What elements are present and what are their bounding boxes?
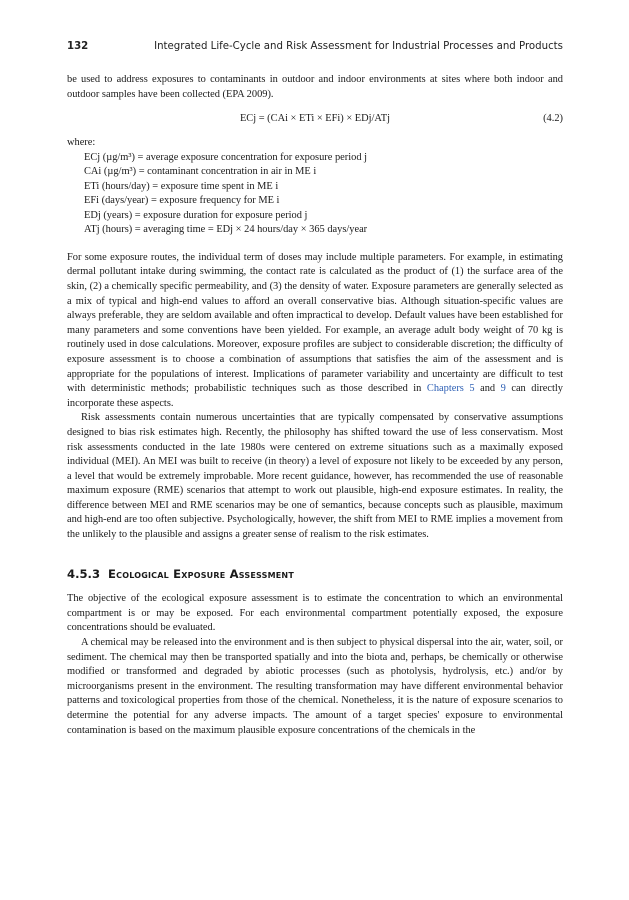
variable-definitions [84,151,563,238]
page-number: 132 [67,41,89,52]
definition-eti: ETi (hours/day) = exposure time spent in ME i [84,180,279,192]
equation-4-2 [67,112,563,127]
where-label: where: [67,137,96,149]
section-number: 4.5.3 [67,566,101,581]
definition-cai: CAi (µg/m³) = contaminant concentration in air in ME i [84,166,317,178]
paragraph-text: For some exposure routes, the individual term of doses may include multiple parameters. For example, in estimating dermal pollutant intake during swimming, the contact rate is calculated as the product of (1) the surface area of the skin, (2) a chemically specific permeability, and (3) the density of water. Exposure parameters are generally selected as a mix of typical and high-end values to afford an overall conservative bias. Although situation-specific values are always preferable, they are seldom available and often impractical to develop. Default values have been established for many parameters and some conventions have been yielded. For example, an average adult body weight of 70 kg is routinely used in dose calculations. Moreover, exposure profiles are subject to considerable discretion; the difficulty of exposure assessment is to choose a combination of assumptions that satisfies the aim of the assessment and is appropriate for the populations of interest. Implications of parameter variability and uncertainty are difficult to test with deterministic methods; probabilistic techniques such as those described in [67,251,563,395]
paragraph-text: and [474,383,501,395]
paragraph-text: can directly incorporate these aspects. [67,383,564,409]
paragraph-ecological-objective: The objective of the ecological exposure assessment is to estimate the concentration to which an environmental compartment is or may be exposed. For each environmental compartment potentially exposed, the exposure concentrations should be evaluated. [67,593,563,634]
section-heading [67,567,563,582]
running-title: Integrated Life-Cycle and Risk Assessment for Industrial Processes and Products [154,41,563,52]
definition-atj: ATj (hours) = averaging time = EDj × 24 hours/day × 365 days/year [84,224,368,236]
definition-ecj: ECj (µg/m³) = average exposure concentration for exposure period j [84,151,367,163]
section-title: Ecological Exposure Assessment [108,566,294,581]
page-header [67,40,563,56]
page-body [67,73,563,738]
chapter-9-link[interactable]: 9 [500,383,506,395]
paragraph-risk-assessment: Risk assessments contain numerous uncertainties that are typically compensated by conservative assumptions designed to bias risk estimates high. Recently, the philosophy has shifted toward the use of less conservatism. Most risk assessments conducted in the late 1980s were centered on extreme situations such as a maximally exposed individual (MEI). An MEI was built to receive (in theory) a level of exposure not likely to be exceeded by any person, a level that would be extremely improbable. More recent guidance, however, has recommended the use of reasonable maximum exposure (RME) scenarios that attempt to work out plausible, high-end exposure estimates. In reality, the difference between MEI and RME scenarios may be one of semantics, because concepts such as plausible, maximum and high-end are too often subjective. Psychologically, however, the shift from MEI to RME implies a movement from the unlikely to the plausible and assigns a greater sense of realism to the risk estimates. [67,412,563,541]
paragraph-exposure-routes [67,251,563,412]
equation-formula: ECj = (CAi × ETi × EFi) × EDj/ATj [239,113,391,125]
definition-efi: EFi (days/year) = exposure frequency for ME i [84,195,280,207]
intro-paragraph: be used to address exposures to contaminants in outdoor and indoor environments at sites where both indoor and outdoor samples have been collected (EPA 2009). [67,74,563,100]
definition-edj: EDj (years) = exposure duration for exposure period j [84,209,308,221]
paragraph-chemical-release: A chemical may be released into the environment and is then subject to physical dispersal into the air, water, soil, or sediment. The chemical may then be transported spatially and into the biota and, perhaps, be chemically or otherwise modified or transformed and degraded by abiotic processes (such as photolysis, hydrolysis, etc.) and/or by microorganisms present in the environment. The resulting transformation may have different environmental behavior patterns and toxicological properties from those of the chemical. Nonetheless, it is the nature of exposure scenarios to determine the potential for any adverse impacts. The amount of a target species' exposure to environmental contamination is based on the maximum plausible exposure concentrations of the chemicals in the [67,637,563,736]
chapter-5-link[interactable]: Chapters 5 [426,383,475,395]
equation-number: (4.2) [543,113,563,125]
